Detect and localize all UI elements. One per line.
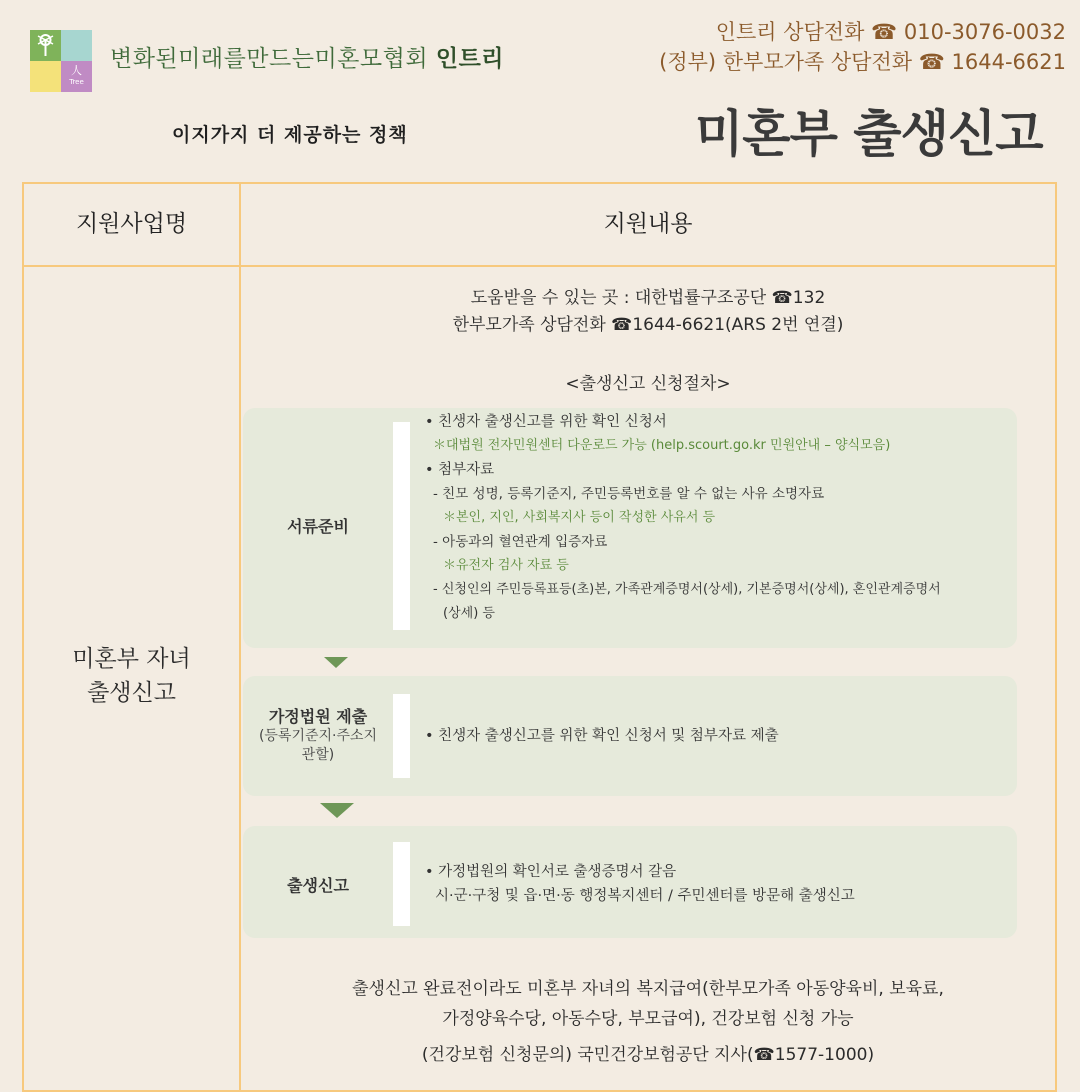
step-label-group	[243, 704, 393, 765]
step-arrow-icon	[324, 657, 348, 668]
step-arrow-icon	[320, 803, 354, 818]
intree-logo	[30, 30, 92, 92]
step-divider	[393, 694, 410, 778]
step-line: - 신청인의 주민등록표등(초)본, 가족관계증명서(상세), 기본증명서(상세), 혼인관계증명서	[433, 582, 941, 597]
row-program-name-line: 출생신고	[87, 680, 176, 706]
step-panel-family-court	[243, 676, 1017, 796]
step-note: ＊유전자 검사 자료 등	[443, 558, 569, 573]
footer-line: 가정양육수당, 아동수당, 부모급여), 건강보험 신청 가능	[442, 1009, 854, 1029]
step-label: 가정법원 제출	[268, 707, 368, 726]
step-panel-birth-registration	[243, 826, 1017, 938]
step-label: 출생신고	[287, 876, 349, 895]
step-line: • 첨부자료	[425, 462, 495, 478]
logo-tile	[30, 61, 61, 92]
help-info	[241, 285, 1055, 339]
step-label: 서류준비	[287, 517, 349, 536]
help-line: 한부모가족 상담전화 ☎1644-6621(ARS 2번 연결)	[452, 315, 844, 335]
footer-notes	[239, 974, 1057, 1070]
organization-name	[110, 40, 504, 73]
column-header-program: 지원사업명	[75, 211, 188, 237]
organization-brand: 인트리	[435, 46, 505, 72]
logo-subtext: Tree	[69, 78, 84, 86]
row-program-name-line: 미혼부 자녀	[72, 646, 191, 672]
step-line: • 친생자 출생신고를 위한 확인 신청서 및 첨부자료 제출	[425, 728, 779, 744]
footer-line: 출생신고 완료전이라도 미혼부 자녀의 복지급여(한부모가족 아동양육비, 보육료,	[352, 979, 944, 999]
step-line: (상세) 등	[443, 606, 495, 621]
organization-slogan: 변화된미래를만드는미혼모협회	[110, 46, 436, 72]
header-divider	[24, 265, 1055, 267]
step-content	[425, 860, 1007, 908]
column-header-content: 지원내용	[603, 211, 693, 237]
step-line: - 아동과의 혈연관계 입증자료	[433, 534, 608, 550]
step-line: • 친생자 출생신고를 위한 확인 신청서	[425, 414, 667, 430]
row-program-name	[24, 642, 239, 710]
help-line: 도움받을 수 있는 곳 : 대한법률구조공단 ☎132	[470, 288, 826, 308]
step-line: • 가정법원의 확인서로 출생증명서 갈음	[425, 864, 677, 880]
intree-contact: 인트리 상담전화 ☎ 010-3076-0032	[715, 20, 1066, 44]
step-line: 시·군·구청 및 읍·면·동 행정복지센터 / 주민센터를 방문해 출생신고	[435, 888, 855, 904]
step-sublabel: 관할)	[301, 747, 335, 763]
logo-text: 人	[71, 64, 82, 77]
procedure-title: <출생신고 신청절차>	[565, 374, 731, 394]
step-divider	[393, 422, 410, 630]
step-note: ＊본인, 지인, 사회복지사 등이 작성한 사유서 등	[443, 510, 716, 525]
logo-tree-tile	[30, 30, 61, 61]
step-panel-documents	[243, 408, 1017, 648]
logo-text-tile	[61, 61, 92, 92]
tagline: 이지가지 더 제공하는 정책	[172, 124, 408, 146]
step-line: - 친모 성명, 등록기준지, 주민등록번호를 알 수 없는 사유 소명자료	[433, 486, 825, 502]
step-divider	[393, 842, 410, 926]
step-note: ＊대법원 전자민원센터 다운로드 가능 (help.scourt.go.kr 민원안내 – 양식모음)	[433, 438, 891, 453]
footer-line: (건강보험 신청문의) 국민건강보험공단 지사(☎1577-1000)	[421, 1045, 875, 1065]
step-sublabel: (등록기준지·주소지	[258, 728, 378, 744]
government-contact: (정부) 한부모가족 상담전화 ☎ 1644-6621	[659, 50, 1066, 74]
page-title: 미혼부 출생신고	[695, 105, 1043, 163]
tree-icon	[30, 30, 61, 61]
logo-tile	[61, 30, 92, 61]
step-content	[425, 410, 1007, 626]
